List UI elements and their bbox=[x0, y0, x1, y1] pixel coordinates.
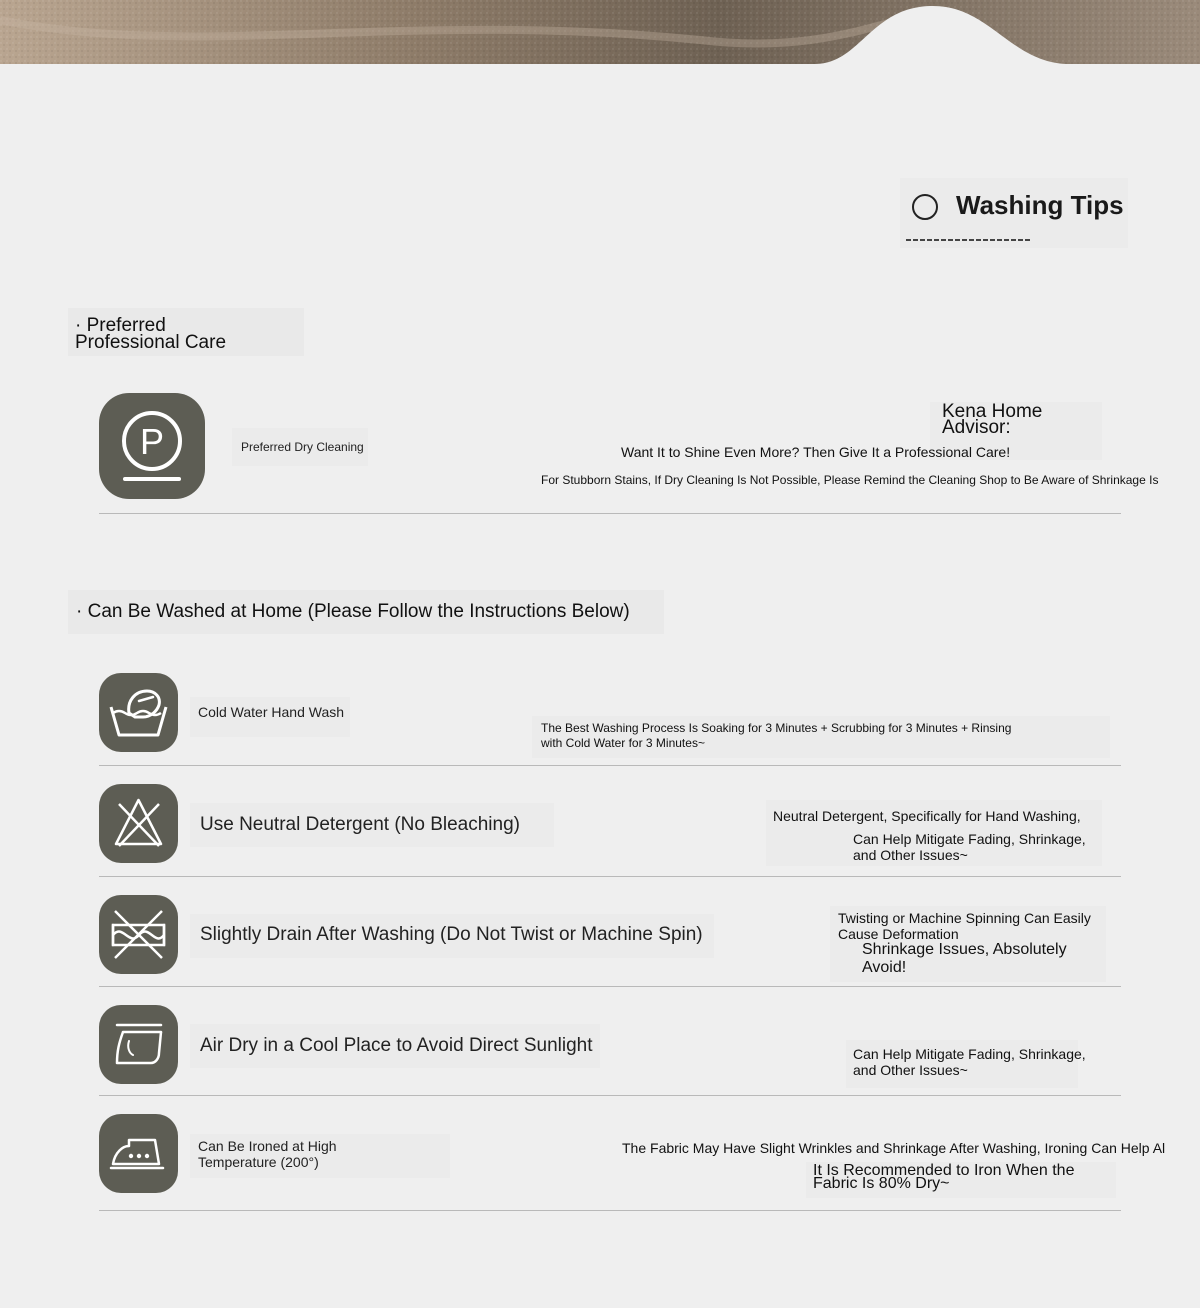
note-line: Fabric Is 80% Dry~ bbox=[813, 1175, 950, 1192]
note-line: Twisting or Machine Spinning Can Easily bbox=[838, 910, 1091, 926]
dry-clean-badge bbox=[99, 393, 205, 499]
note-line: and Other Issues~ bbox=[853, 1062, 968, 1078]
section-heading-professional bbox=[75, 317, 226, 351]
item-note: Neutral Detergent, Specifically for Hand Washing, bbox=[773, 808, 1081, 824]
item-note: The Fabric May Have Slight Wrinkles and Shrinkage After Washing, Ironing Can Help Al bbox=[622, 1140, 1166, 1156]
item-note bbox=[853, 1046, 1086, 1078]
item-note bbox=[853, 831, 1086, 863]
note-line: and Other Issues~ bbox=[853, 847, 968, 863]
note-line: The Best Washing Process Is Soaking for 3 Minutes + Scrubbing for 3 Minutes + Rinsing bbox=[541, 721, 1012, 735]
no-bleach-icon bbox=[99, 784, 178, 863]
divider bbox=[99, 986, 1121, 987]
item-note bbox=[862, 941, 1067, 977]
no-wring-icon bbox=[99, 895, 178, 974]
item-note bbox=[838, 910, 1091, 942]
item-label: Cold Water Hand Wash bbox=[198, 704, 345, 720]
item-label: Slightly Drain After Washing (Do Not Twist or Machine Spin) bbox=[200, 924, 703, 945]
hand-wash-badge bbox=[99, 673, 178, 752]
note-line: Shrinkage Issues, Absolutely bbox=[862, 941, 1067, 958]
iron-icon bbox=[99, 1114, 178, 1193]
section-heading-home: · Can Be Washed at Home (Please Follow the Instructions Below) bbox=[76, 601, 630, 622]
shade-dry-icon bbox=[99, 1005, 178, 1084]
advisor-line: Kena Home bbox=[942, 401, 1043, 422]
page-title: Washing Tips bbox=[956, 190, 1124, 220]
label-line: Can Be Ironed at High bbox=[198, 1138, 337, 1154]
advisor-tagline: Want It to Shine Even More? Then Give It a Professional Care! bbox=[621, 444, 1011, 460]
item-label: Use Neutral Detergent (No Bleaching) bbox=[200, 814, 520, 835]
divider bbox=[99, 765, 1121, 766]
circle-icon bbox=[912, 194, 938, 220]
note-line: It Is Recommended to Iron When the bbox=[813, 1162, 1075, 1179]
dry-clean-p-icon bbox=[99, 393, 205, 499]
note-line: with Cold Water for 3 Minutes~ bbox=[541, 736, 705, 750]
svg-text:P: P bbox=[139, 421, 165, 462]
no-wring-badge bbox=[99, 895, 178, 974]
item-label: Preferred Dry Cleaning bbox=[241, 440, 364, 454]
advisor-line: Advisor: bbox=[942, 417, 1011, 438]
label-line: Temperature (200°) bbox=[198, 1154, 319, 1170]
header-banner-image bbox=[0, 0, 1200, 64]
item-label: Air Dry in a Cool Place to Avoid Direct Sunlight bbox=[200, 1035, 593, 1056]
advisor-heading bbox=[942, 401, 1043, 438]
divider bbox=[99, 1210, 1121, 1211]
note-line: Can Help Mitigate Fading, Shrinkage, bbox=[853, 1046, 1086, 1062]
divider bbox=[99, 513, 1121, 514]
no-bleach-badge bbox=[99, 784, 178, 863]
note-line: Can Help Mitigate Fading, Shrinkage, bbox=[853, 831, 1086, 847]
title-underline-decoration bbox=[906, 238, 1032, 242]
note-line: Cause Deformation bbox=[838, 926, 959, 942]
item-note bbox=[541, 721, 1011, 751]
item-note bbox=[813, 1164, 1074, 1190]
iron-badge bbox=[99, 1114, 178, 1193]
section-heading-line: Professional Care bbox=[75, 332, 227, 353]
item-note: For Stubborn Stains, If Dry Cleaning Is Not Possible, Please Remind the Cleaning Shop to Be Aware of Shrinkage Is bbox=[541, 473, 1159, 487]
note-line: Avoid! bbox=[862, 959, 907, 976]
shade-dry-badge bbox=[99, 1005, 178, 1084]
item-label bbox=[198, 1138, 337, 1170]
divider bbox=[99, 876, 1121, 877]
section-heading-line: · Preferred bbox=[75, 315, 166, 336]
hand-wash-icon bbox=[99, 673, 178, 752]
divider bbox=[99, 1095, 1121, 1096]
